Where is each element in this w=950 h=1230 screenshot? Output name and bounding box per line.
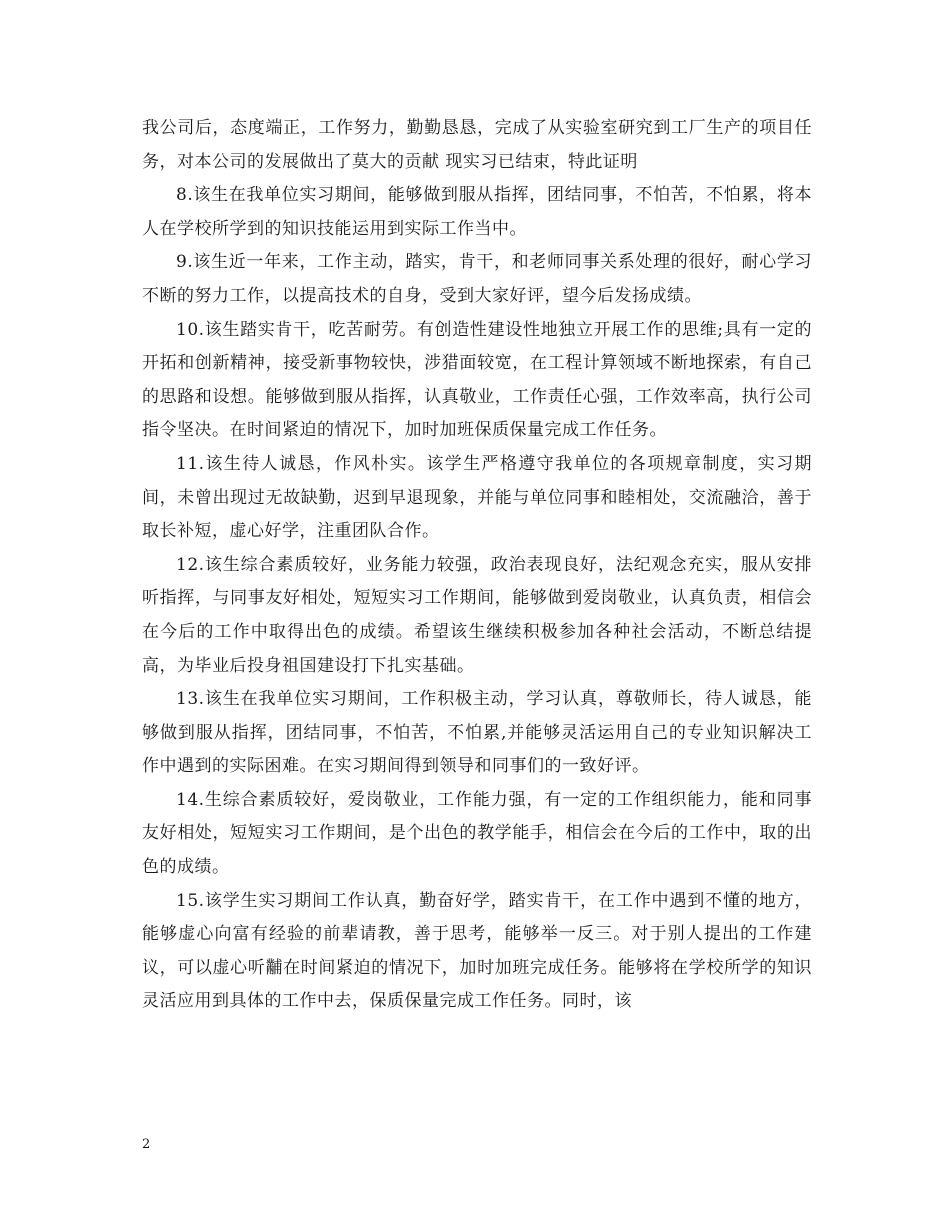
paragraph-item-8: 8.该生在我单位实习期间，能够做到服从指挥，团结同事，不怕苦，不怕累，将本人在学校所学到的知识技能运用到实际工作当中。: [142, 185, 812, 239]
paragraph-item-9: 9.该生近一年来，工作主动，踏实，肯干，和老师同事关系处理的很好，耐心学习不断的努力工作，以提高技术的自身，受到大家好评，望今后发扬成绩。: [142, 252, 812, 306]
document-body: [142, 112, 812, 1019]
paragraph-item-10: 10.该生踏实肯干，吃苦耐劳。有创造性建设性地独立开展工作的思维;具有一定的开拓和创新精神，接受新事物较快，涉猎面较宽，在工程计算领域不断地探索，有自己的思路和设想。能够做到服从指挥，认真敬业，工作责任心强，工作效率高，执行公司指令坚决。在时间紧迫的情况下，加时加班保质保量完成工作任务。: [142, 319, 812, 441]
paragraph-item-15: 15.该学生实习期间工作认真，勤奋好学，踏实肯干，在工作中遇到不懂的地方，能够虚心向富有经验的前辈请教，善于思考，能够举一反三。对于别人提出的工作建议，可以虚心听黼在时间紧迫的情况下，加时加班完成任务。能够将在学校所学的知识灵活应用到具体的工作中去，保质保量完成工作任务。同时，该: [142, 890, 812, 1012]
paragraph-item-12: 12.该生综合素质较好，业务能力较强，政治表现良好，法纪观念充实，服从安排听指挥，与同事友好相处，短短实习工作期间，能够做到爱岗敬业，认真负责，相信会在今后的工作中取得出色的成绩。希望该生继续积极参加各种社会活动，不断总结提高，为毕业后投身祖国建设打下扎实基础。: [142, 554, 812, 676]
paragraph-continuation: 我公司后，态度端正，工作努力，勤勤恳恳，完成了从实验室研究到工厂生产的项目任务，对本公司的发展做出了莫大的贡献 现实习已结束，特此证明: [142, 118, 812, 172]
paragraph-item-13: 13.该生在我单位实习期间，工作积极主动，学习认真，尊敬师长，待人诚恳，能够做到服从指挥，团结同事，不怕苦，不怕累,并能够灵活运用自己的专业知识解决工作中遇到的实际困难。在实习期间得到领导和同事们的一致好评。: [142, 689, 812, 777]
paragraph-item-11: 11.该生待人诚恳，作风朴实。该学生严格遵守我单位的各项规章制度，实习期间，未曾出现过无故缺勤，迟到早退现象，并能与单位同事和睦相处，交流融洽，善于取长补短，虚心好学，注重团队合作。: [142, 453, 812, 542]
paragraph-item-14: 14.生综合素质较好，爱岗敬业，工作能力强，有一定的工作组织能力，能和同事友好相处，短短实习工作期间，是个出色的教学能手，相信会在今后的工作中，取的出色的成绩。: [142, 789, 812, 878]
page-number: 2: [142, 1137, 151, 1152]
